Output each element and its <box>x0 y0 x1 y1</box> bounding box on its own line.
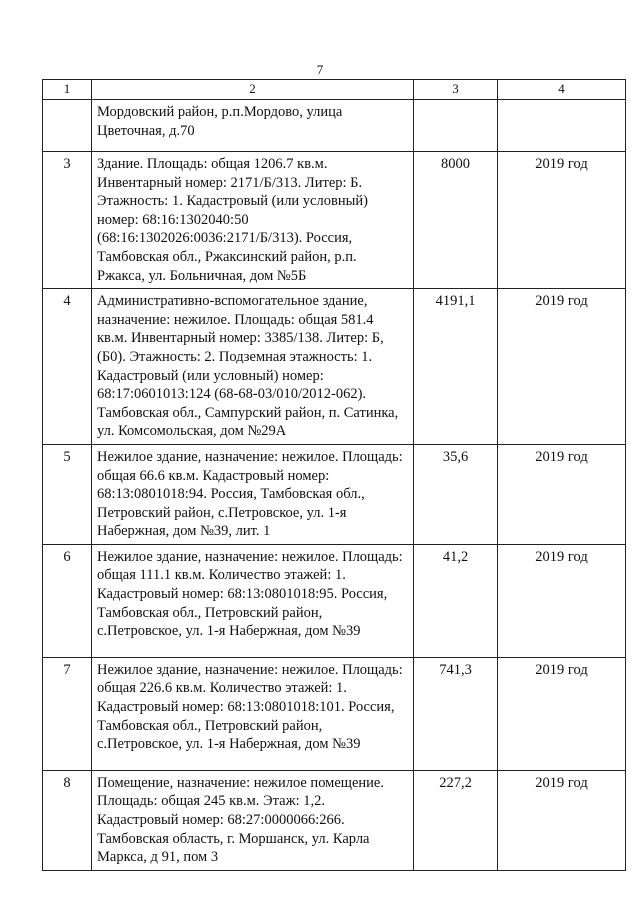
row-number <box>43 100 92 152</box>
header-col-4: 4 <box>498 80 626 100</box>
row-description: Здание. Площадь: общая 1206.7 кв.м. Инвентарный номер: 2171/Б/313. Литер: Б. Этажность: 1. Кадастровый (или условный) номер: 68:16:1302040:50 (68:16:1302026:0036:2171/Б/313). Россия, Тамбовская обл., Ржаксинский район, р.п. Ржакса, ул. Больничная, дом №5Б <box>92 152 414 289</box>
row-description: Помещение, назначение: нежилое помещение. Площадь: общая 245 кв.м. Этаж: 1,2. Кадастровый номер: 68:27:0000066:266. Тамбовская область, г. Моршанск, ул. Карла Маркса, д 91, пом 3 <box>92 770 414 870</box>
row-description: Мордовский район, р.п.Мордово, улица Цветочная, д.70 <box>92 100 414 152</box>
row-number: 4 <box>43 289 92 445</box>
row-description: Нежилое здание, назначение: нежилое. Площадь: общая 111.1 кв.м. Количество этажей: 1. Кадастровый номер: 68:13:0801018:95. Россия, Тамбовская обл., Петровский район, с.Петровское, ул. 1-я Набержная, дом №39 <box>92 544 414 657</box>
row-description: Административно-вспомогательное здание, назначение: нежилое. Площадь: общая 581.4 кв.м. Инвентарный номер: 3385/138. Литер: Б,(Б0). Этажность: 2. Подземная этажность: 1. Кадастровый (или условный) номер: 68:17:0601013:124 (68-68-03/010/2012-062). Тамбовская обл., Сампурский район, п. Сатинка, ул. Комсомольская, дом №29А <box>92 289 414 445</box>
row-value: 227,2 <box>414 770 498 870</box>
row-year: 2019 год <box>498 444 626 544</box>
header-col-3: 3 <box>414 80 498 100</box>
header-col-1: 1 <box>43 80 92 100</box>
row-value <box>414 100 498 152</box>
row-year: 2019 год <box>498 544 626 657</box>
row-year: 2019 год <box>498 770 626 870</box>
table-row <box>43 100 626 152</box>
row-value: 41,2 <box>414 544 498 657</box>
row-year: 2019 год <box>498 289 626 445</box>
table-row <box>43 444 626 544</box>
row-year: 2019 год <box>498 152 626 289</box>
row-number: 8 <box>43 770 92 870</box>
header-row <box>43 80 626 100</box>
table-row <box>43 657 626 770</box>
row-number: 5 <box>43 444 92 544</box>
row-description: Нежилое здание, назначение: нежилое. Площадь: общая 66.6 кв.м. Кадастровый номер: 68:13:0801018:94. Россия, Тамбовская обл., Петровский район, с.Петровское, ул. 1-я Набержная, дом №39, лит. 1 <box>92 444 414 544</box>
row-value: 35,6 <box>414 444 498 544</box>
table-row <box>43 770 626 870</box>
row-value: 741,3 <box>414 657 498 770</box>
row-value: 4191,1 <box>414 289 498 445</box>
table-row <box>43 289 626 445</box>
page-number: 7 <box>316 62 324 77</box>
row-description: Нежилое здание, назначение: нежилое. Площадь: общая 226.6 кв.м. Количество этажей: 1. Кадастровый номер: 68:13:0801018:101. Россия, Тамбовская обл., Петровский район, с.Петровское, ул. 1-я Набержная, дом №39 <box>92 657 414 770</box>
row-year <box>498 100 626 152</box>
row-value: 8000 <box>414 152 498 289</box>
header-col-2: 2 <box>92 80 414 100</box>
property-table <box>42 79 626 871</box>
row-number: 3 <box>43 152 92 289</box>
row-year: 2019 год <box>498 657 626 770</box>
table-row <box>43 152 626 289</box>
table-row <box>43 544 626 657</box>
row-number: 6 <box>43 544 92 657</box>
row-number: 7 <box>43 657 92 770</box>
